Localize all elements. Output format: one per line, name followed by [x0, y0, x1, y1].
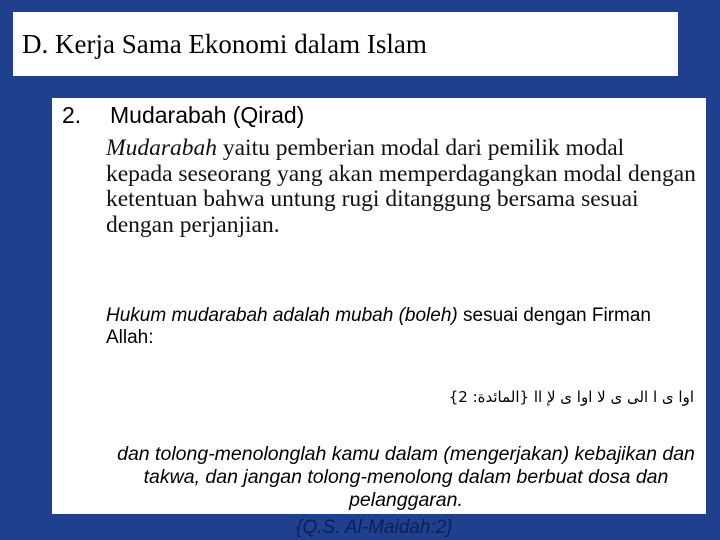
ruling-text: sesuai dengan Firman Allah: [106, 305, 651, 348]
section-number: 2. [62, 102, 82, 128]
section-heading [62, 102, 304, 129]
ruling-paragraph [106, 305, 666, 349]
slide-title-box [13, 12, 678, 76]
ruling-italic: Hukum mudarabah adalah mubah (boleh) [106, 305, 458, 326]
slide-title: D. Kerja Sama Ekonomi dalam Islam [22, 28, 427, 59]
verse-translation: dan tolong-menolonglah kamu dalam (mengerjakan) kebajikan dan takwa, dan jangan tolong-menolong dalam berbuat dosa dan pelanggaran. [117, 443, 695, 511]
verse-citation: {Q.S. Al-Maidah:2} [296, 517, 453, 538]
content-panel [52, 98, 706, 514]
definition-paragraph [106, 136, 696, 238]
section-heading-text: Mudarabah (Qirad) [110, 102, 305, 128]
definition-text: yaitu pemberian modal dari pemilik modal kepada seseorang yang akan memperdagangkan modal dengan ketentuan bahwa untung rugi ditanggung bersama sesuai dengan perjanjian. [106, 135, 696, 238]
definition-term: Mudarabah [106, 135, 217, 161]
arabic-verse: اوا ى ا الى ى لا اوا ى لإ اا {المائدة: 2} [448, 388, 694, 406]
